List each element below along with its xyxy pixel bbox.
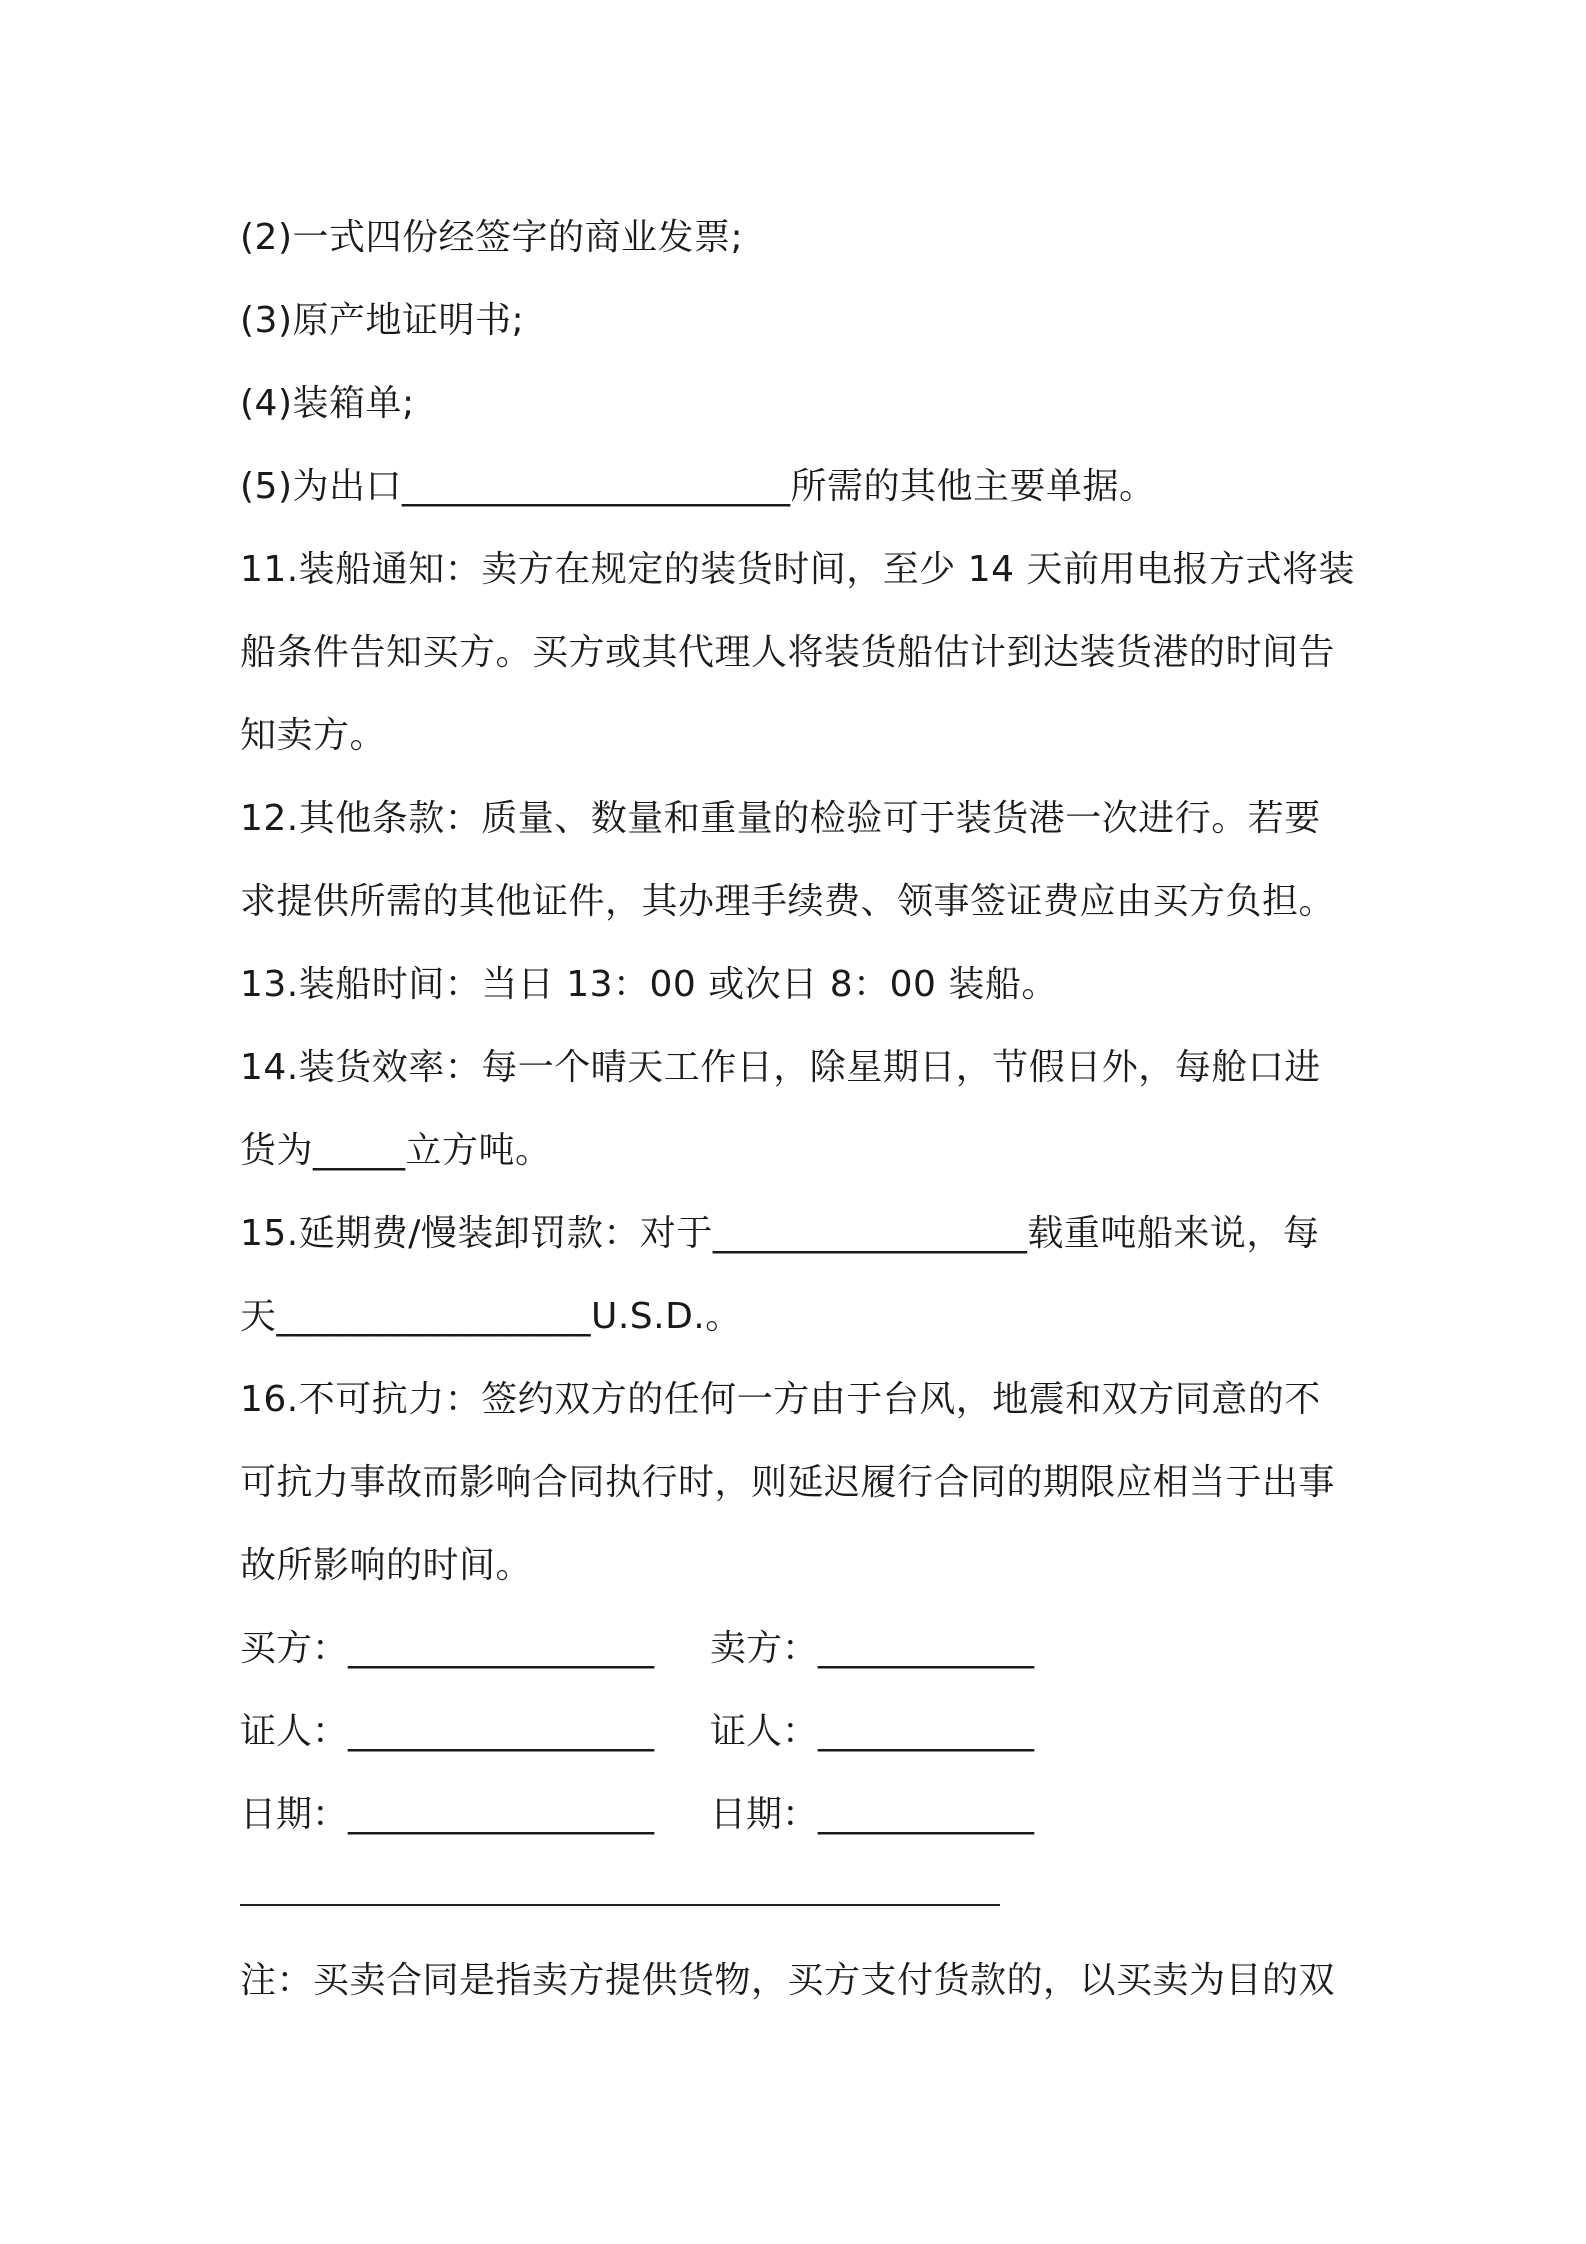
note-line: 注：买卖合同是指卖方提供货物，买方支付货款的，以买卖为目的双: [240, 1960, 1336, 2001]
buyer-signature-field: 买方：_________________: [240, 1628, 655, 1669]
item-3-certificate-of-origin: (3)原产地证明书;: [240, 300, 525, 341]
clause-12-line-2: 求提供所需的其他证件，其办理手续费、领事签证费应由买方负担。: [240, 881, 1336, 922]
clause-12-line-1: 12.其他条款：质量、数量和重量的检验可于装货港一次进行。若要: [240, 798, 1321, 839]
section-divider: [240, 1904, 1000, 1906]
clause-14-line-2: 货为_____立方吨。: [240, 1130, 552, 1171]
seller-witness-field: 证人：____________: [710, 1711, 1035, 1752]
buyer-witness-field: 证人：_________________: [240, 1711, 655, 1752]
clause-16-line-1: 16.不可抗力：签约双方的任何一方由于台风，地震和双方同意的不: [240, 1379, 1321, 1420]
divider-row: [240, 1856, 1360, 1939]
seller-signature-field: 卖方：____________: [710, 1628, 1035, 1669]
clause-11-line-2: 船条件告知买方。买方或其代理人将装货船估计到达装货港的时间告: [240, 632, 1336, 673]
signature-row-witnesses: [240, 1690, 1360, 1773]
clause-14-line-1: 14.装货效率：每一个晴天工作日，除星期日，节假日外，每舱口进: [240, 1047, 1321, 1088]
clause-16-line-2: 可抗力事故而影响合同执行时，则延迟履行合同的期限应相当于出事: [240, 1462, 1336, 1503]
clause-16-line-3: 故所影响的时间。: [240, 1545, 533, 1586]
seller-date-field: 日期：____________: [710, 1794, 1035, 1835]
clause-15-line-1: 15.延期费/慢装卸罚款：对于_________________载重吨船来说，每: [240, 1213, 1320, 1254]
document-body: [240, 196, 1360, 2022]
clause-11-line-1: 11.装船通知：卖方在规定的装货时间，至少 14 天前用电报方式将装: [240, 549, 1355, 590]
buyer-date-field: 日期：_________________: [240, 1794, 655, 1835]
signature-row-dates: [240, 1773, 1360, 1856]
clause-11-line-3: 知卖方。: [240, 715, 387, 756]
item-2-commercial-invoice: (2)一式四份经签字的商业发票;: [240, 217, 744, 258]
item-5-other-documents: (5)为出口_____________________所需的其他主要单据。: [240, 466, 1156, 507]
signature-row-parties: [240, 1607, 1360, 1690]
clause-13-line-1: 13.装船时间：当日 13：00 或次日 8：00 装船。: [240, 964, 1058, 1005]
clause-15-line-2: 天_________________U.S.D.。: [240, 1296, 742, 1337]
item-4-packing-list: (4)装箱单;: [240, 383, 415, 424]
